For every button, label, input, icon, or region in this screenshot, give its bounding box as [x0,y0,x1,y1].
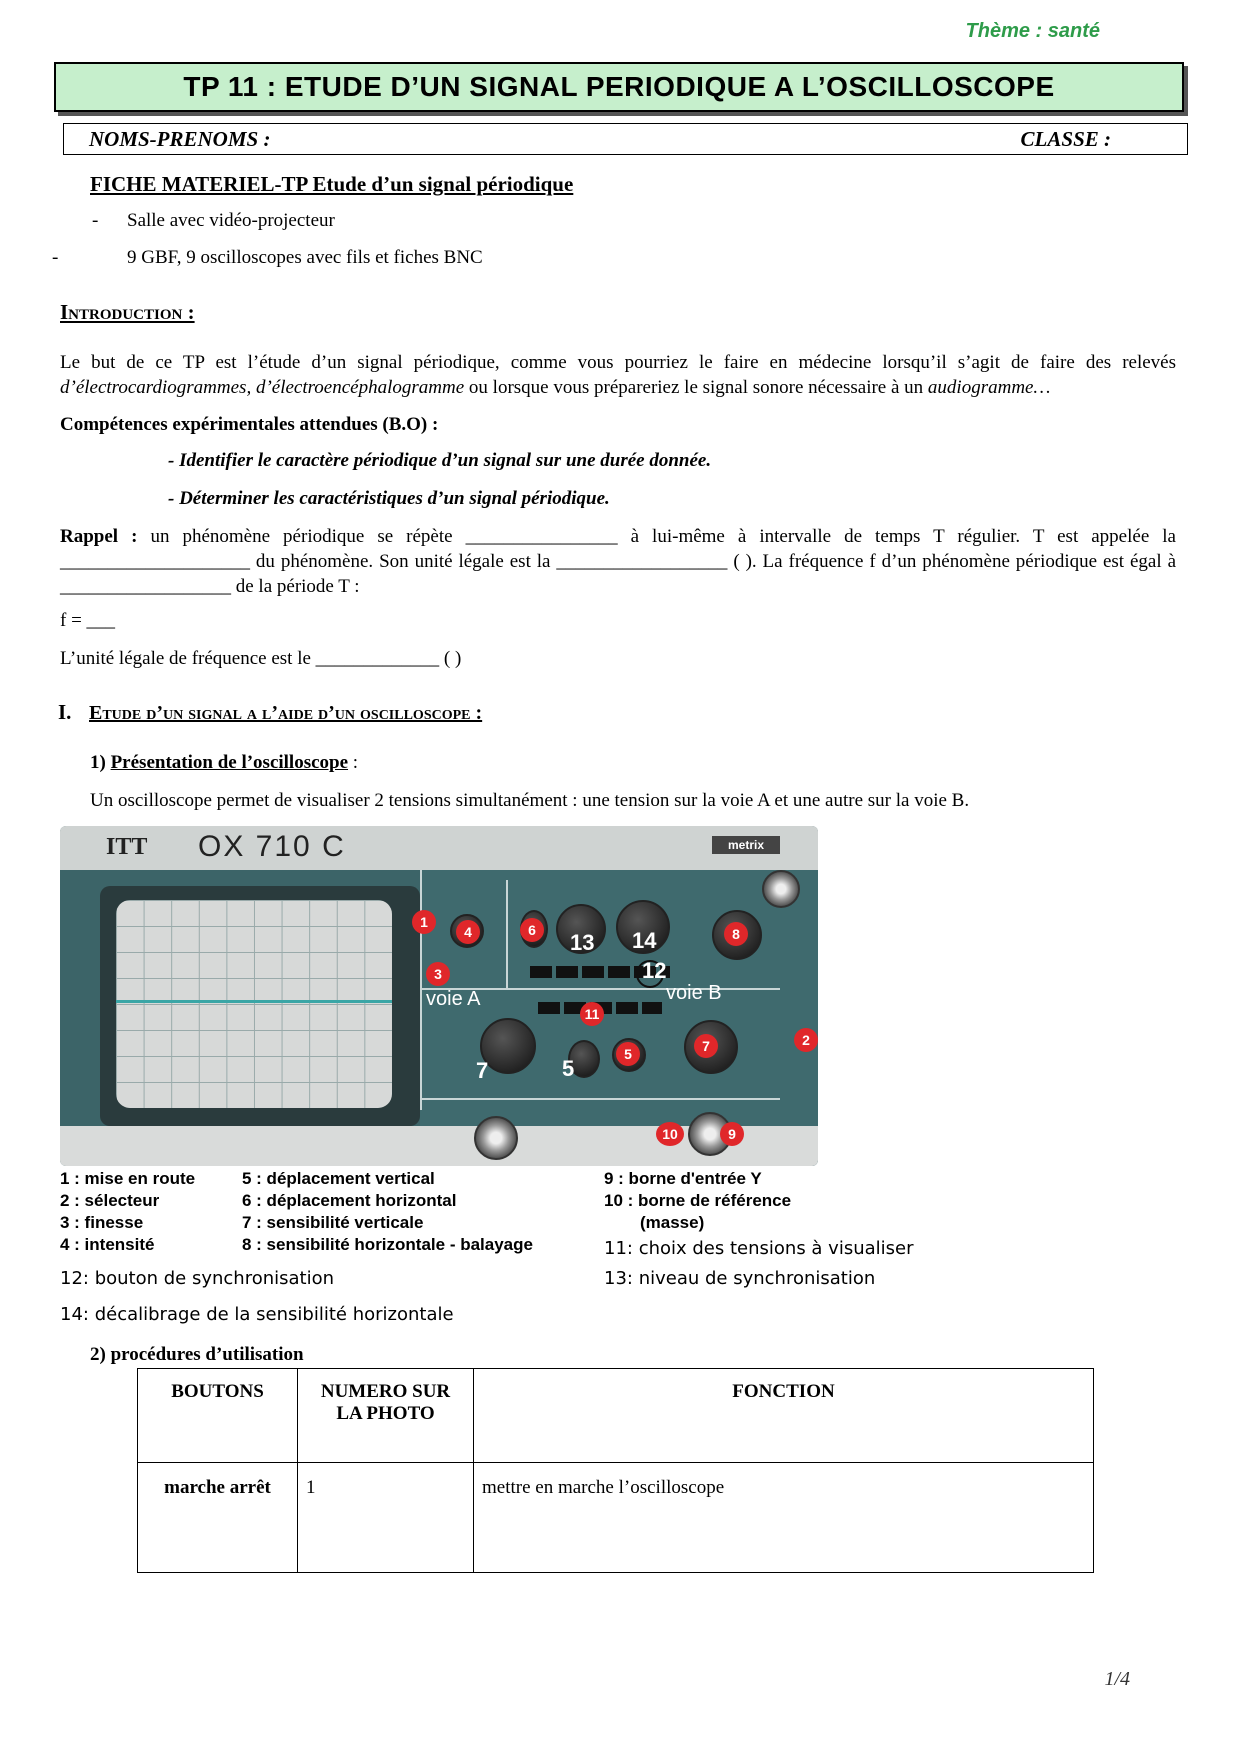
label-13: 13 [570,930,595,955]
competences-title: Compétences expérimentales attendues (B.O) : [60,414,439,435]
subsection-1-title: Présentation de l’oscilloscope [110,752,349,773]
legend-item: 4 : intensité [60,1235,155,1254]
rappel-paragraph [60,524,1176,599]
panel-divider [420,1098,780,1100]
materiel-title: FICHE MATERIEL-TP Etude d’un signal périodique [90,172,574,196]
materiel-item-2: 9 GBF, 9 oscilloscopes avec fils et fiches BNC [127,247,483,268]
subsection-1 [90,752,358,774]
legend-item-11: 11: choix des tensions à visualiser [604,1238,914,1259]
legend-item: 8 : sensibilité horizontale - balayage [242,1235,533,1254]
badge-8: 8 [724,922,748,946]
legend-item-12: 12: bouton de synchronisation [60,1268,335,1289]
intro-text-italic-2: audiogramme… [927,377,1051,398]
voie-a-sensitivity-knob[interactable] [480,1018,536,1074]
subsection-1-text: Un oscilloscope permet de visualiser 2 tensions simultanément : une tension sur la voie A et une autre sur la voie B. [90,790,970,811]
voie-a-bnc-input[interactable] [474,1116,518,1160]
badge-1: 1 [412,910,436,934]
materiel-dash-1: - [92,210,99,231]
legend-item: (masse) [640,1213,705,1232]
legend-item: 5 : déplacement vertical [242,1169,435,1188]
scope-screen [116,900,392,1108]
table-row [138,1463,1094,1573]
badge-10: 10 [656,1122,684,1146]
oscilloscope-photo [60,826,818,1166]
probe-calibration-terminal [762,870,800,908]
materiel-item-1: Salle avec vidéo-projecteur [127,210,335,231]
page-title: TP 11 : ETUDE D’UN SIGNAL PERIODIQUE A L’OSCILLOSCOPE [183,71,1055,102]
legend-item: 9 : borne d'entrée Y [604,1169,762,1188]
cell-fonction: mettre en marche l’oscilloscope [474,1463,1094,1573]
legend-item: 1 : mise en route [60,1169,196,1188]
theme-label: Thème : santé [965,20,1100,42]
competence-1: - Identifier le caractère périodique d’un signal sur une durée donnée. [168,450,712,471]
badge-6: 6 [520,918,544,942]
voie-a-label: voie A [426,988,481,1010]
scope-top-bar [60,826,818,870]
rappel-label: Rappel : [60,526,138,547]
subsection-1-num: 1) [90,752,106,773]
intro-title: Introduction : [60,300,195,324]
class-label: CLASSE : [1020,127,1111,151]
page-number: 1/4 [1104,1668,1130,1690]
title-box [54,62,1184,112]
label-14: 14 [632,928,657,953]
header-boutons: BOUTONS [138,1369,298,1463]
section-number: I. [58,700,72,724]
panel-divider [506,880,508,988]
panel-divider [420,870,422,1110]
badge-9: 9 [720,1122,744,1146]
legend-col-3 [604,1168,791,1234]
intro-paragraph [60,350,1176,400]
legend-col-2 [242,1168,533,1256]
header-numero: NUMERO SUR LA PHOTO [298,1369,474,1463]
badge-2: 2 [794,1028,818,1052]
formula-f: f = ___ [60,610,116,631]
badge-7b: 7 [694,1034,718,1058]
legend-item: 6 : déplacement horizontal [242,1191,457,1210]
scope-brand: ITT [106,834,148,860]
section-title: Etude d’un signal a l’aide d’un oscilloscope : [89,702,483,724]
label-12: 12 [642,958,667,983]
subsection-1-colon: : [348,752,359,773]
legend-item-14: 14: décalibrage de la sensibilité horizontale [60,1304,454,1325]
competence-2: - Déterminer les caractéristiques d’un signal périodique. [168,488,610,509]
procedures-table [137,1368,1094,1573]
cell-numero: 1 [298,1463,474,1573]
scope-model: OX 710 C [198,830,346,863]
procedures-title: 2) procédures d’utilisation [90,1344,304,1365]
badge-11: 11 [580,1002,604,1026]
signal-trace [116,1000,392,1003]
unit-frequency: L’unité légale de fréquence est le _____________ ( ) [60,648,462,669]
intro-text-a: Le but de ce TP est l’étude d’un signal périodique, comme vous pourriez le faire en médecine lorsqu’il s’agit de faire des relevés [60,352,1176,373]
header-fonction: FONCTION [474,1369,1094,1463]
rappel-text: un phénomène périodique se répète ________________ à lui-même à intervalle de temps T régulier. T est appelée la ____________________ du phénomène. Son unité légale est la __________________ ( ). La fréquence f d’un phénomène périodique est égal à __________________ de la période T : [60,526,1176,597]
materiel-dash-2: - [52,247,59,268]
legend-col-1 [60,1168,195,1256]
label-5a: 5 [562,1056,575,1081]
intro-text-b: ou lorsque vous prépareriez le signal sonore nécessaire à un [464,377,928,398]
cell-bouton: marche arrêt [138,1463,298,1573]
table-header-row [138,1369,1094,1463]
badge-4: 4 [456,920,480,944]
voie-b-label: voie B [666,982,722,1004]
names-label: NOMS-PRENOMS : [89,127,271,151]
label-7a: 7 [476,1058,489,1083]
legend-item: 2 : sélecteur [60,1191,160,1210]
legend-item: 7 : sensibilité verticale [242,1213,424,1232]
badge-5b: 5 [616,1042,640,1066]
intro-text-italic: d’électrocardiogrammes, d’électroencéphalogramme [60,377,465,398]
legend-item: 3 : finesse [60,1213,144,1232]
legend-item-13: 13: niveau de synchronisation [604,1268,876,1289]
badge-3: 3 [426,962,450,986]
scope-maker-logo: metrix [712,836,780,854]
names-box [63,123,1188,155]
legend-item: 10 : borne de référence [604,1191,792,1210]
